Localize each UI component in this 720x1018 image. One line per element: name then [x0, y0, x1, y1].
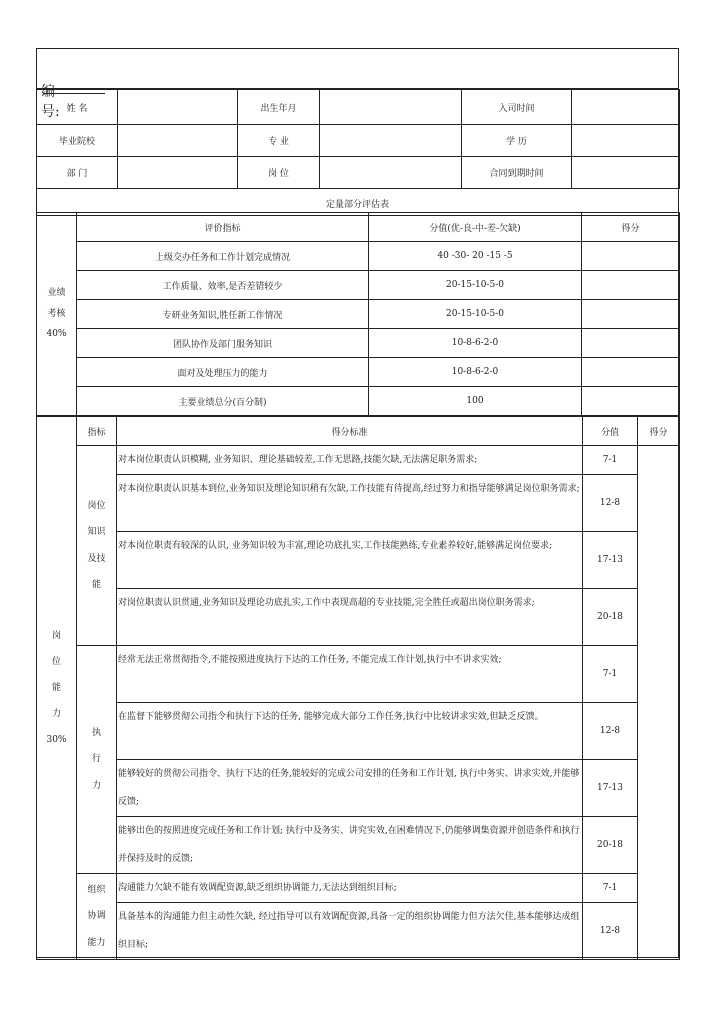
criterion-label: 工作质量、效率,是否差错较少: [77, 271, 369, 300]
criterion-label: 团队协作及部门服务知识: [77, 329, 369, 358]
info-value-field[interactable]: [118, 125, 238, 157]
column-header: 评价指标: [77, 213, 369, 242]
criterion-description: 对本岗位职责有较深的认识, 业务知识较为丰富,理论功底扎实,工作技能熟练,专业素养较好,能够满足岗位要求;: [117, 532, 583, 589]
info-label: 岗 位: [238, 157, 320, 189]
ability-row: [37, 475, 680, 532]
quant-row: [37, 387, 680, 416]
score-range: 20-15-10-5-0: [369, 271, 582, 300]
info-label: 入司时间: [462, 90, 572, 125]
info-row: [37, 90, 680, 125]
ability-group-label: 执 行 力: [77, 646, 117, 874]
score-input-cell[interactable]: [582, 387, 680, 416]
score-range: 10-8-6-2-0: [369, 358, 582, 387]
score-input-cell[interactable]: [582, 242, 680, 271]
criterion-description: 对岗位职责认识贯通,业务知识及理论功底扎实,工作中表现高超的专业技能,完全胜任或超出岗位职务需求;: [117, 589, 583, 646]
ability-row: [37, 903, 680, 960]
score-range: 7-1: [583, 646, 638, 703]
ability-row: [37, 646, 680, 703]
quant-row: [37, 358, 680, 387]
quant-section-title: 定量部分评估表: [37, 194, 678, 216]
info-value-field[interactable]: [118, 157, 238, 189]
score-range: 7-1: [583, 446, 638, 475]
info-value-field[interactable]: [572, 125, 680, 157]
criterion-description: 能够出色的按照进度完成任务和工作计划; 执行中及务实、讲究实效,在困难情况下,仍能够调集资源并创造条件和执行并保持及时的反馈;: [117, 817, 583, 874]
evaluation-form: [36, 48, 679, 958]
ability-row: [37, 589, 680, 646]
score-range: 20-18: [583, 817, 638, 874]
criterion-label: 面对及处理压力的能力: [77, 358, 369, 387]
column-header: 指标: [77, 417, 117, 446]
quant-row: [37, 329, 680, 358]
info-label: 姓 名: [37, 90, 118, 125]
criterion-description: 在监督下能够贯彻公司指令和执行下达的任务, 能够完成大部分工作任务,执行中比较讲求实效,但缺乏反馈。: [117, 703, 583, 760]
criterion-description: 对本岗位职责认识模糊, 业务知识、理论基础较差,工作无思路,技能欠缺,无法满足职务需求;: [117, 446, 583, 475]
info-row: [37, 125, 680, 157]
ability-row: [37, 703, 680, 760]
score-input-cell[interactable]: [582, 271, 680, 300]
criterion-label: 主要业绩总分(百分制): [77, 387, 369, 416]
criterion-label: 专研业务知识,胜任新工作情况: [77, 300, 369, 329]
ability-group-label: 组织 协调 能力: [77, 874, 117, 960]
score-range: 40 -30- 20 -15 -5: [369, 242, 582, 271]
column-header: 得分: [582, 213, 680, 242]
quant-row: [37, 300, 680, 329]
ability-row: [37, 874, 680, 903]
score-range: 10-8-6-2-0: [369, 329, 582, 358]
criterion-description: 沟通能力欠缺不能有效调配资源,缺乏组织协调能力,无法达到组织目标;: [117, 874, 583, 903]
info-label: 部 门: [37, 157, 118, 189]
score-range: 100: [369, 387, 582, 416]
criterion-description: 具备基本的沟通能力但主动性欠缺, 经过指导可以有效调配资源,具备一定的组织协调能力但方法欠佳,基本能够达成组织目标;: [117, 903, 583, 960]
info-value-field[interactable]: [118, 90, 238, 125]
ability-header-row: [37, 417, 680, 446]
criterion-label: 上级交办任务和工作计划完成情况: [77, 242, 369, 271]
ability-row: [37, 760, 680, 817]
serial-label: 编号:: [41, 84, 60, 120]
score-input-cell[interactable]: [638, 446, 680, 960]
quant-row: [37, 271, 680, 300]
quant-header-row: [37, 213, 680, 242]
ability-row: [37, 532, 680, 589]
info-label: 出生年月: [238, 90, 320, 125]
criterion-description: 经常无法正常贯彻指令,不能按照进度执行下达的工作任务, 不能完成工作计划,执行中不讲求实效;: [117, 646, 583, 703]
performance-table: [36, 212, 680, 416]
info-value-field[interactable]: [572, 90, 680, 125]
info-label: 专 业: [238, 125, 320, 157]
score-input-cell[interactable]: [582, 329, 680, 358]
column-header: 分值: [583, 417, 638, 446]
info-label: 毕业院校: [37, 125, 118, 157]
info-value-field[interactable]: [320, 125, 462, 157]
score-range: 20-15-10-5-0: [369, 300, 582, 329]
info-row: [37, 157, 680, 189]
ability-section-label: 岗 位 能 力 30%: [37, 417, 77, 960]
score-input-cell[interactable]: [582, 300, 680, 329]
score-input-cell[interactable]: [582, 358, 680, 387]
score-range: 17-13: [583, 760, 638, 817]
score-range: 20-18: [583, 589, 638, 646]
criterion-description: 对本岗位职责认识基本到位,业务知识及理论知识稍有欠缺,工作技能有待提高,经过努力和指导能够满足岗位职务需求;: [117, 475, 583, 532]
score-range: 7-1: [583, 874, 638, 903]
ability-table: [36, 416, 680, 960]
score-range: 12-8: [583, 475, 638, 532]
score-range: 12-8: [583, 903, 638, 960]
ability-group-label: 岗位 知识 及技 能: [77, 446, 117, 646]
info-value-field[interactable]: [320, 90, 462, 125]
info-value-field[interactable]: [320, 157, 462, 189]
criterion-description: 能够较好的贯彻公司指令、执行下达的任务,能较好的完成公司安排的任务和工作计划, 执行中务实、讲求实效,并能够反馈;: [117, 760, 583, 817]
basic-info-table: [36, 89, 680, 189]
column-header: 得分标准: [117, 417, 583, 446]
info-label: 合同到期时间: [462, 157, 572, 189]
performance-section-label: 业绩 考核 40%: [37, 213, 77, 416]
quant-row: [37, 242, 680, 271]
score-range: 12-8: [583, 703, 638, 760]
ability-row: [37, 817, 680, 874]
column-header: 分值(优-良-中-差-欠缺): [369, 213, 582, 242]
info-label: 学 历: [462, 125, 572, 157]
column-header: 得分: [638, 417, 680, 446]
ability-row: [37, 446, 680, 475]
info-value-field[interactable]: [572, 157, 680, 189]
score-range: 17-13: [583, 532, 638, 589]
